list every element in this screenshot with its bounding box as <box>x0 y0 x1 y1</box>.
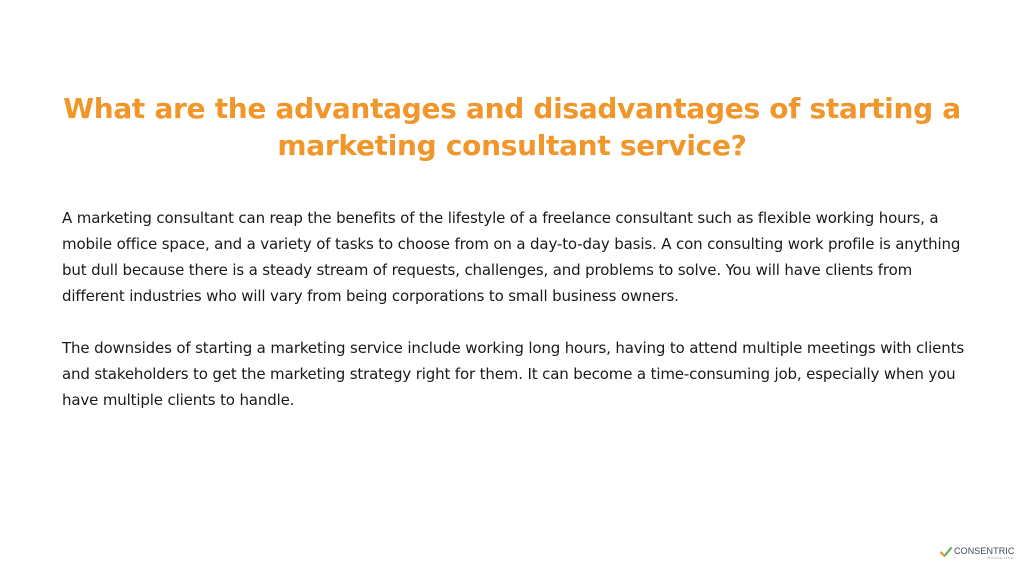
brand-logo <box>940 546 1015 566</box>
slide-body <box>62 205 967 413</box>
paragraph-disadvantages: The downsides of starting a marketing service include working long hours, having to attend multiple meetings with clients and stakeholders to get the marketing strategy right for them. It can become a time-consuming job, especially when you have multiple clients to handle. <box>62 339 965 409</box>
logo-tagline: MARKETING <box>987 556 1015 560</box>
slide-title: What are the advantages and disadvantages of starting a marketing consultant service? <box>63 92 961 162</box>
paragraph-advantages: A marketing consultant can reap the benefits of the lifestyle of a freelance consultant such as flexible working hours, a mobile office space, and a variety of tasks to choose from on a day-to-day basis. A con consulting work profile is anything but dull because there is a steady stream of requests, challenges, and problems to solve. You will have clients from different industries who will vary from being corporations to small business owners. <box>62 209 961 305</box>
logo-name: CONSENTRIC <box>954 546 1015 556</box>
checkmark-icon <box>940 546 952 558</box>
